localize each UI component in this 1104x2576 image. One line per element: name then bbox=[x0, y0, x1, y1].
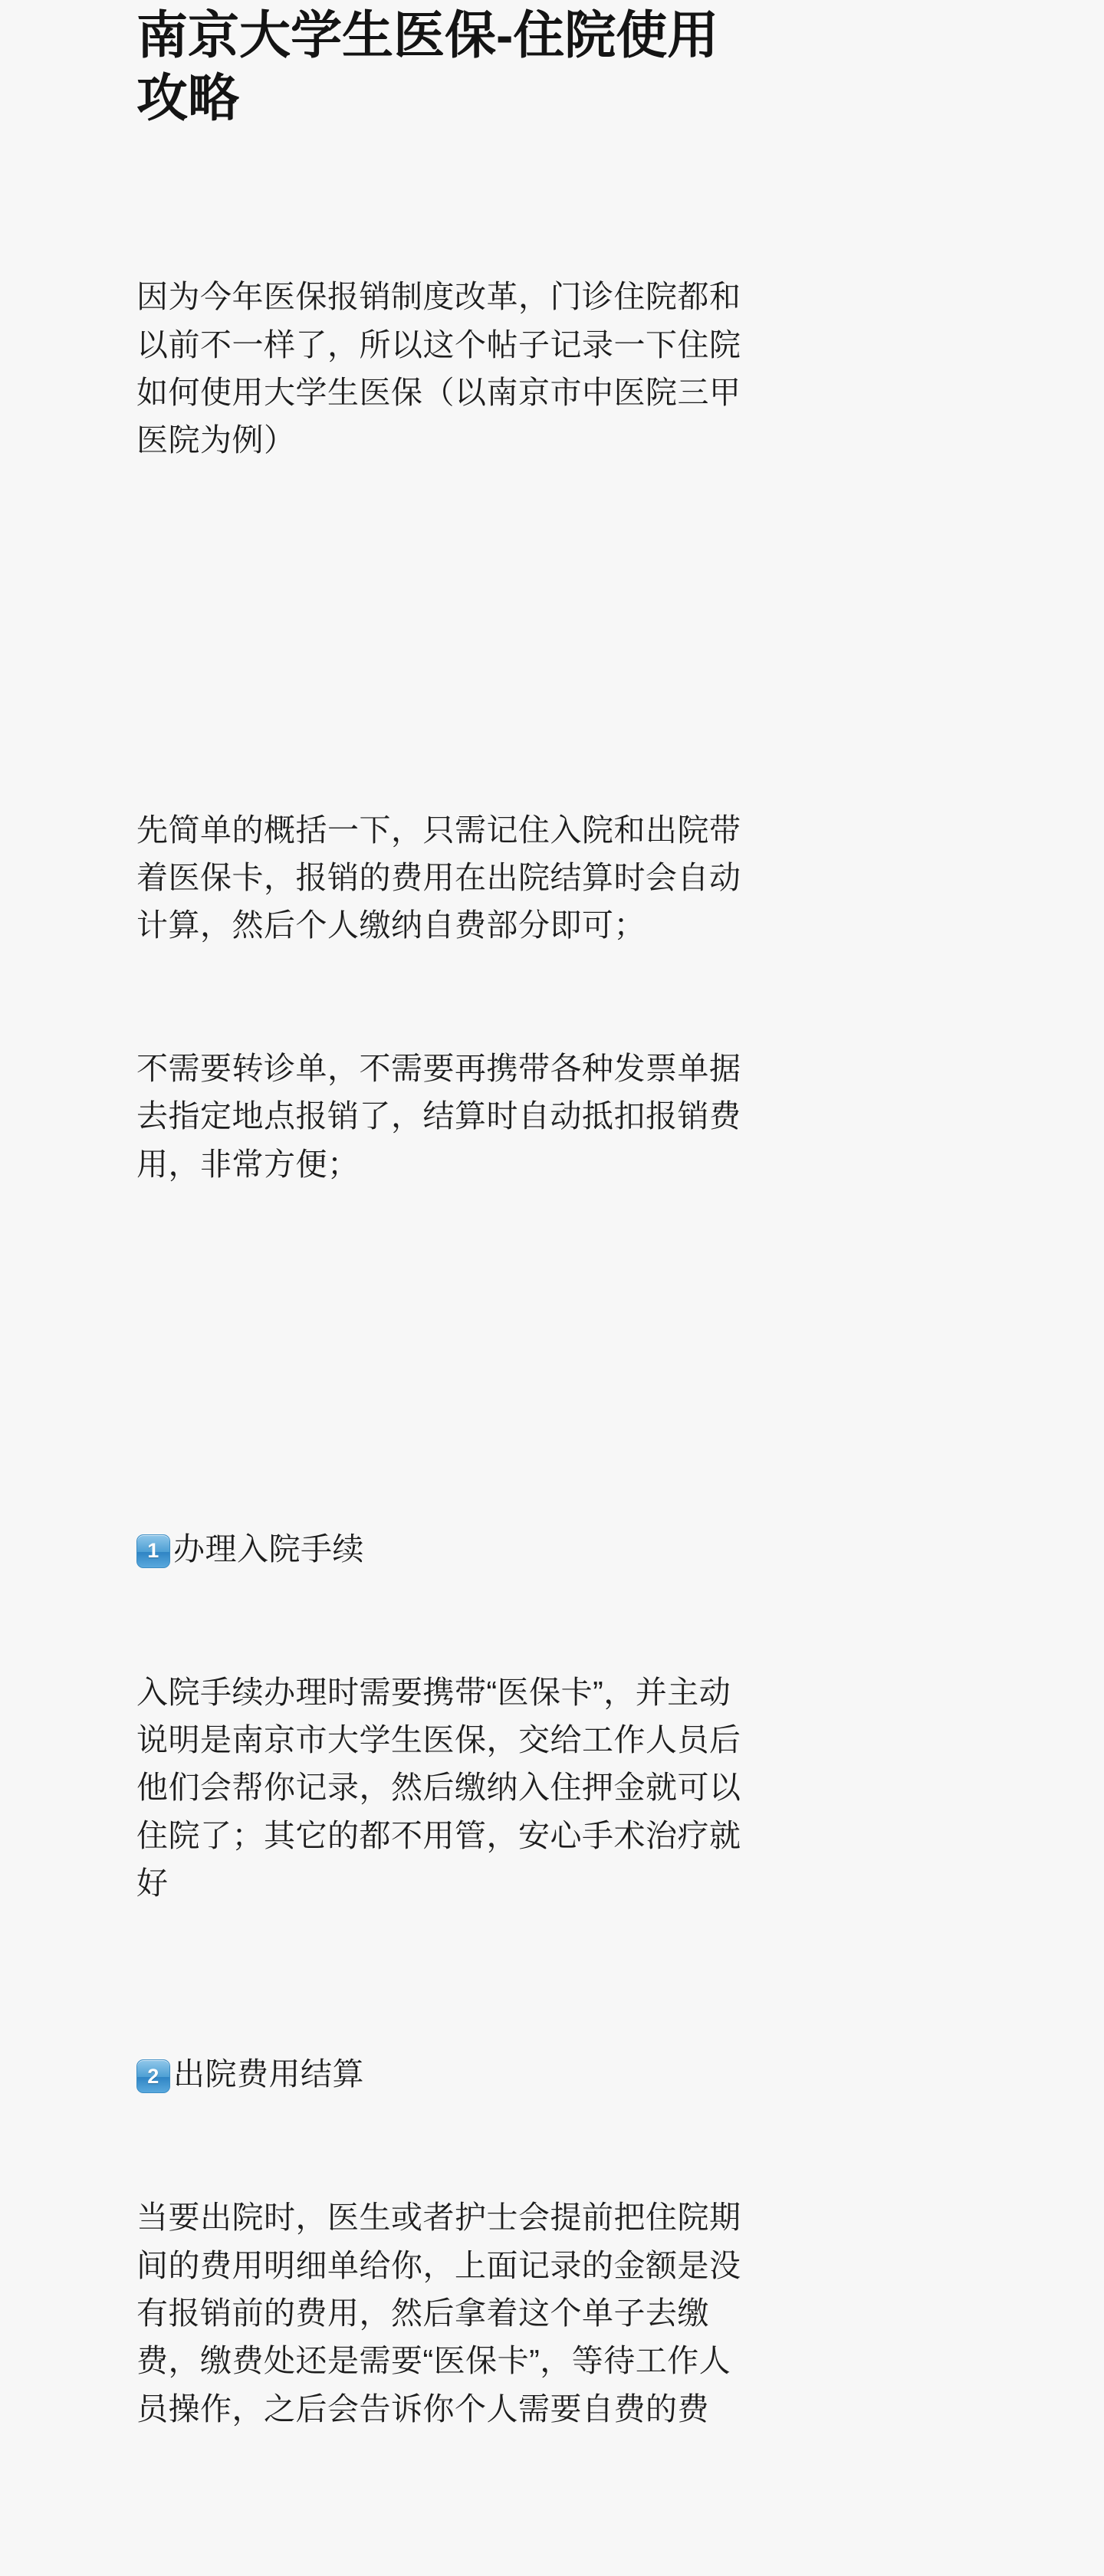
section-body-2: 当要出院时，医生或者护士会提前把住院期间的费用明细单给你，上面记录的金额是没有报销前的费用，然后拿着这个单子去缴费，缴费处还是需要“医保卡”，等待工作人员操作，之后会告诉你个人需要自费的费 bbox=[136, 2200, 741, 2427]
intro-paragraph: 因为今年医保报销制度改革，门诊住院都和以前不一样了，所以这个帖子记录一下住院如何使用大学生医保（以南京市中医院三甲医院为例） bbox=[136, 279, 741, 458]
number-two-badge-icon: 2 bbox=[136, 2059, 170, 2093]
section-heading-2 bbox=[136, 2050, 757, 2098]
section-body-1: 入院手续办理时需要携带“医保卡”，并主动说明是南京市大学生医保，交给工作人员后他们会帮你记录，然后缴纳入住押金就可以住院了；其它的都不用管，安心手术治疗就好 bbox=[136, 1674, 741, 1902]
page-title: 南京大学生医保-住院使用攻略 bbox=[136, 7, 719, 127]
spacer bbox=[136, 1331, 757, 1382]
spacer bbox=[136, 608, 757, 663]
section-title-2: 出院费用结算 bbox=[173, 2056, 364, 2092]
number-one-badge-icon: 1 bbox=[136, 1534, 170, 1568]
section-heading-1 bbox=[136, 1525, 757, 1573]
section-title-1: 办理入院手续 bbox=[173, 1531, 364, 1567]
summary-paragraph-1: 先简单的概括一下，只需记住入院和出院带着医保卡，报销的费用在出院结算时会自动计算，然后个人缴纳自费部分即可； bbox=[136, 812, 741, 943]
summary-paragraph-2: 不需要转诊单，不需要再携带各种发票单据去指定地点报销了，结算时自动抵扣报销费用，非常方便； bbox=[136, 1051, 741, 1182]
document-body bbox=[136, 130, 757, 2575]
